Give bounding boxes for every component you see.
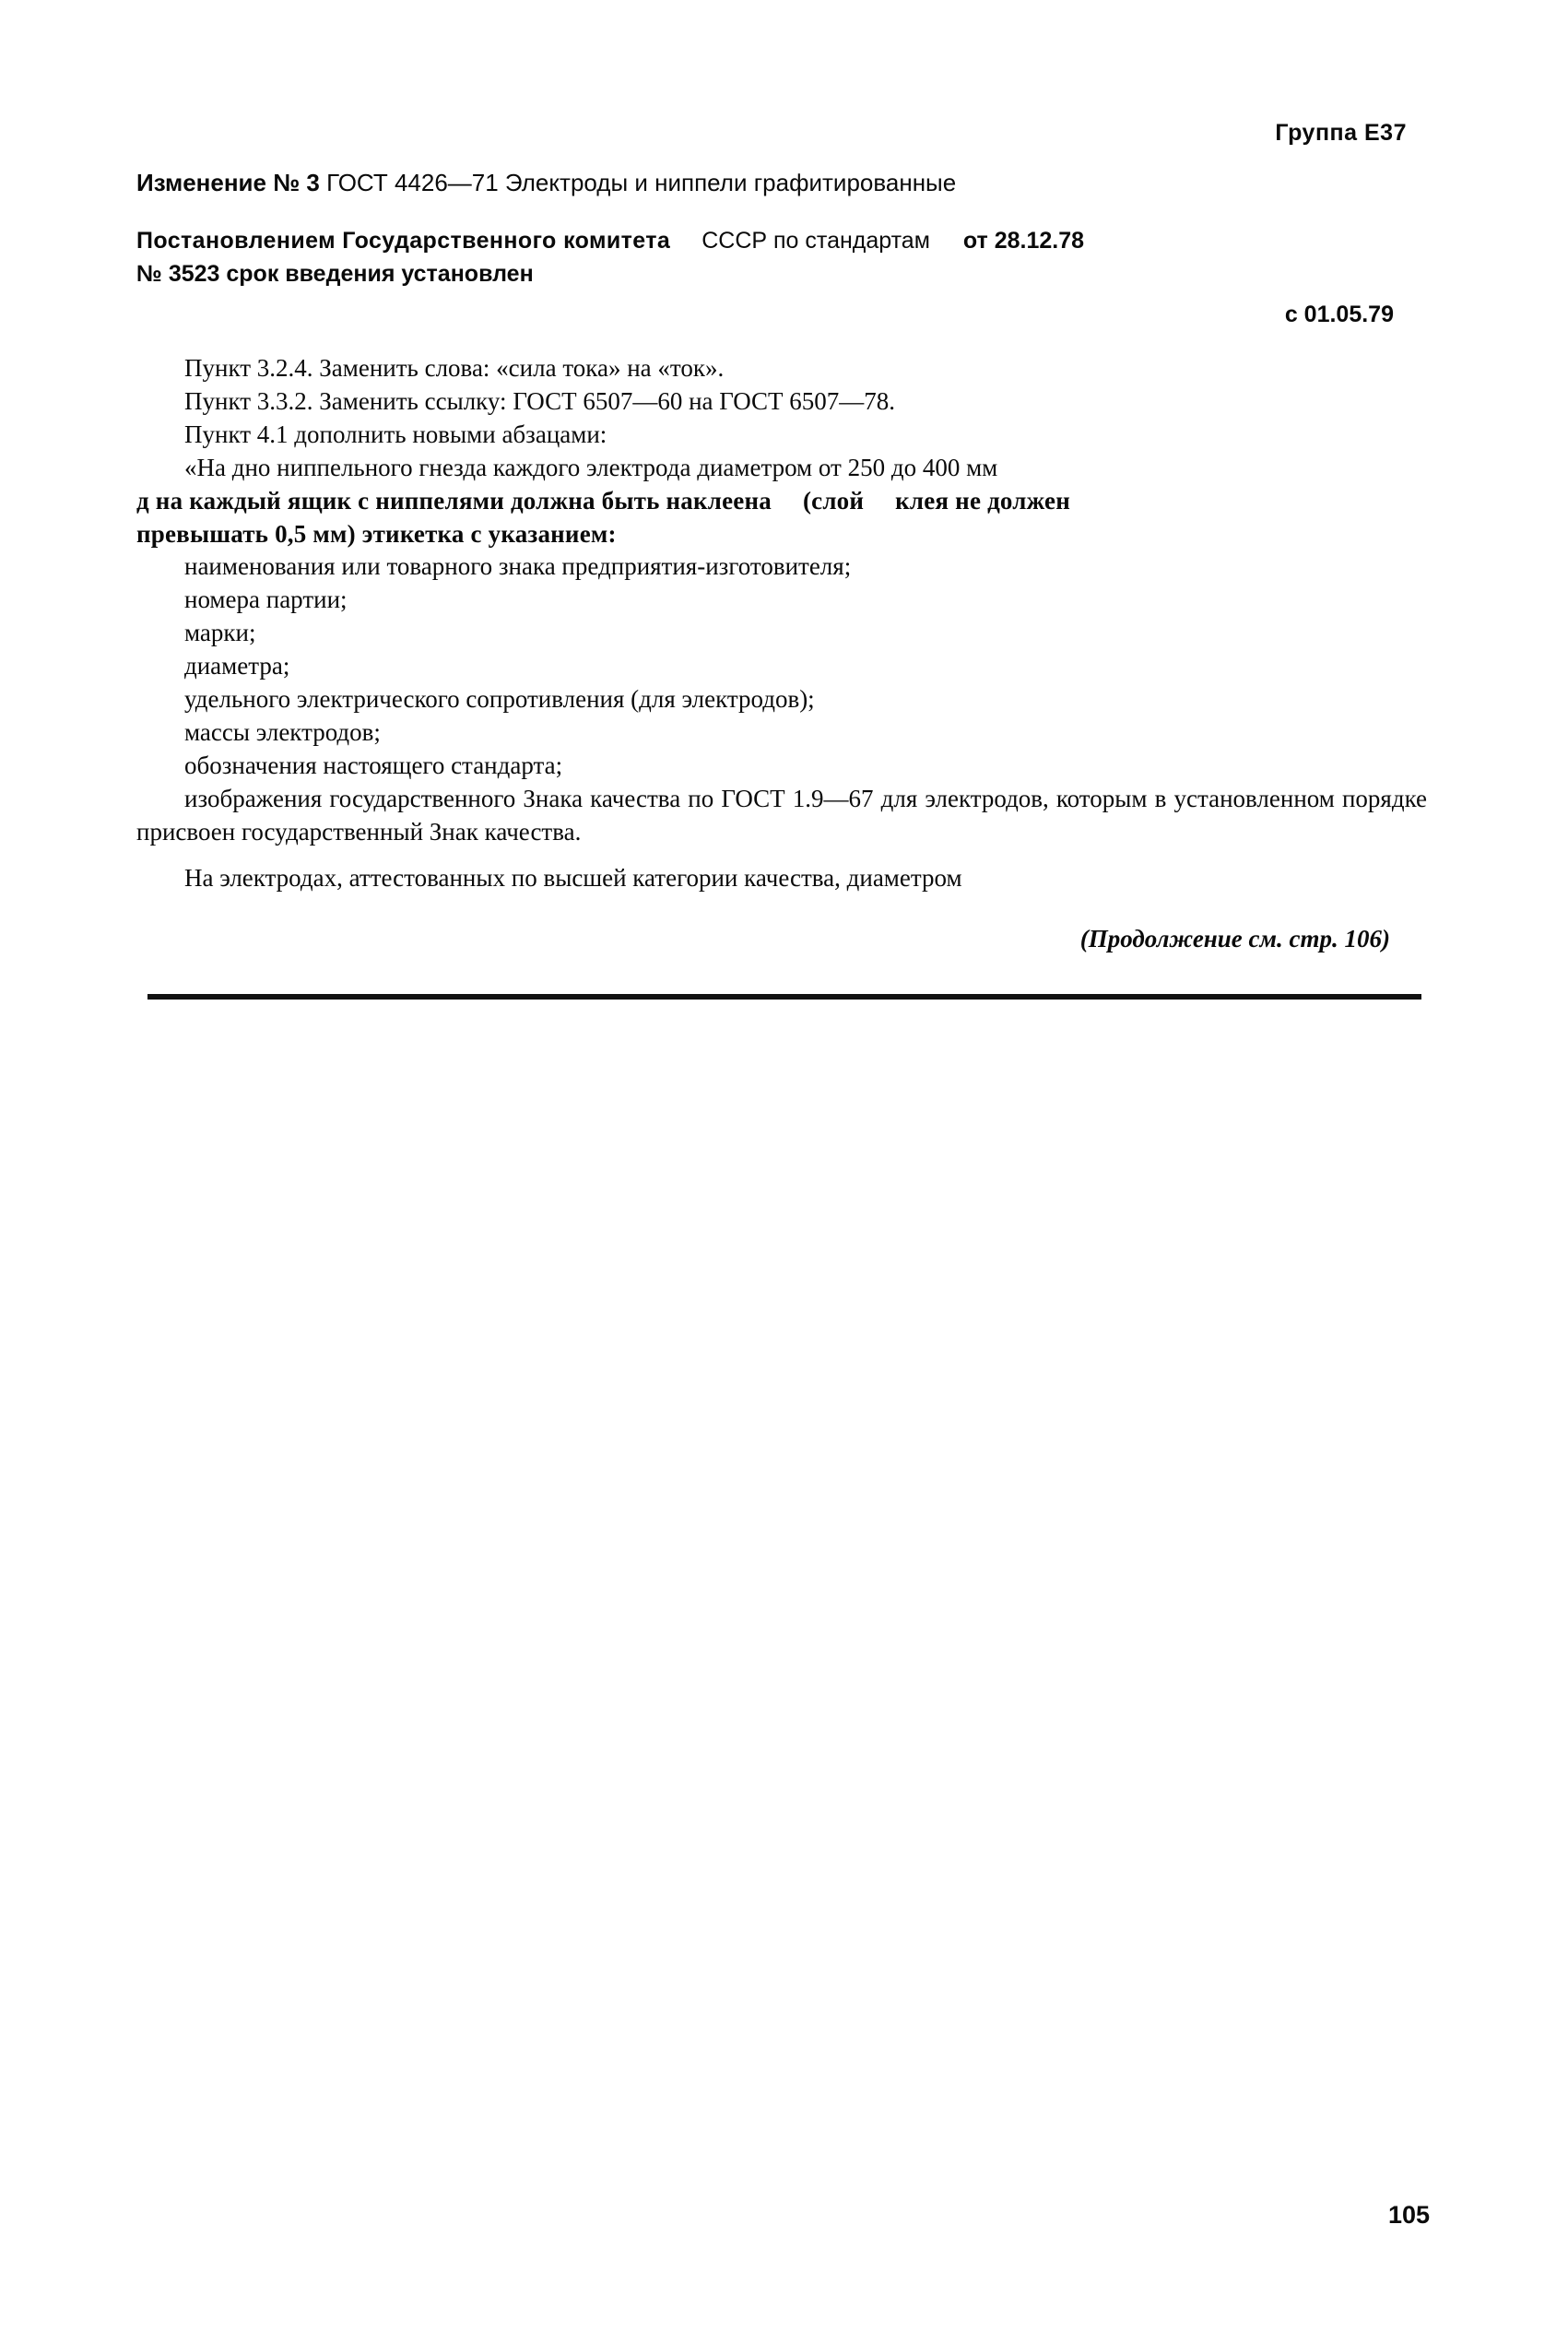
quote-line-2 — [136, 485, 1427, 518]
list-item-diameter: диаметра; — [184, 652, 290, 680]
list-item-resistivity: удельного электрического сопротивления (для электродов); — [184, 685, 815, 714]
amendment-title-rest: ГОСТ 4426—71 Электроды и ниппели графитированные — [319, 169, 957, 196]
quote-line-2-paren: (слой — [802, 486, 865, 515]
list-item-mass: массы электродов; — [184, 717, 381, 746]
decree-block — [136, 225, 1427, 290]
amendment-title-prefix: Изменение № 3 — [136, 169, 320, 196]
quote-line-2-tail: клея не должен — [895, 486, 1070, 515]
decree-authority: Постановлением Государственного комитета — [136, 228, 671, 254]
horizontal-rule — [147, 994, 1421, 1000]
quote-block — [136, 452, 1427, 551]
decree-line-1 — [136, 225, 1427, 258]
body-text — [136, 352, 1427, 955]
list-item-manufacturer: наименования или товарного знака предприятия-изготовителя; — [184, 552, 852, 581]
paragraph-3-2-4: Пункт 3.2.4. Заменить слова: «сила тока» на «ток». — [184, 354, 725, 382]
decree-date: от 28.12.78 — [962, 228, 1085, 254]
quote-line-3: превышать 0,5 мм) этикетка с указанием: — [136, 519, 617, 548]
paragraph-final: На электродах, аттестованных по высшей категории качества, диаметром — [184, 863, 962, 892]
list-item-standard-designation: обозначения настоящего стандарта; — [184, 751, 563, 779]
quote-line-1: «На дно ниппельного гнезда каждого электрода диаметром от 250 до 400 мм — [184, 453, 998, 481]
page-number: 105 — [1387, 2201, 1430, 2229]
list-item-batch-number: номера партии; — [184, 586, 348, 614]
page-content — [136, 120, 1427, 955]
continuation-note: (Продолжение см. стр. 106) — [1079, 924, 1390, 953]
list-item-grade: марки; — [184, 619, 256, 647]
paragraph-4-1: Пункт 4.1 дополнить новыми абзацами: — [184, 420, 607, 448]
decree-standards-body: СССР по стандартам — [701, 228, 930, 254]
effective-date: с 01.05.79 — [1284, 302, 1394, 327]
amendment-title — [136, 169, 1427, 197]
decree-line-2: № 3523 срок введения установлен — [136, 260, 534, 287]
group-label: Группа Е37 — [1275, 120, 1407, 146]
quote-line-2-main: д на каждый ящик с ниппелями должна быть наклеена — [136, 486, 772, 515]
paragraph-quality-mark: изображения государственного Знака качества по ГОСТ 1.9—67 для электродов, которым в установленном порядке присвоен государственный Знак качества. — [136, 784, 1427, 846]
paragraph-3-3-2: Пункт 3.3.2. Заменить ссылку: ГОСТ 6507—60 на ГОСТ 6507—78. — [184, 386, 896, 415]
